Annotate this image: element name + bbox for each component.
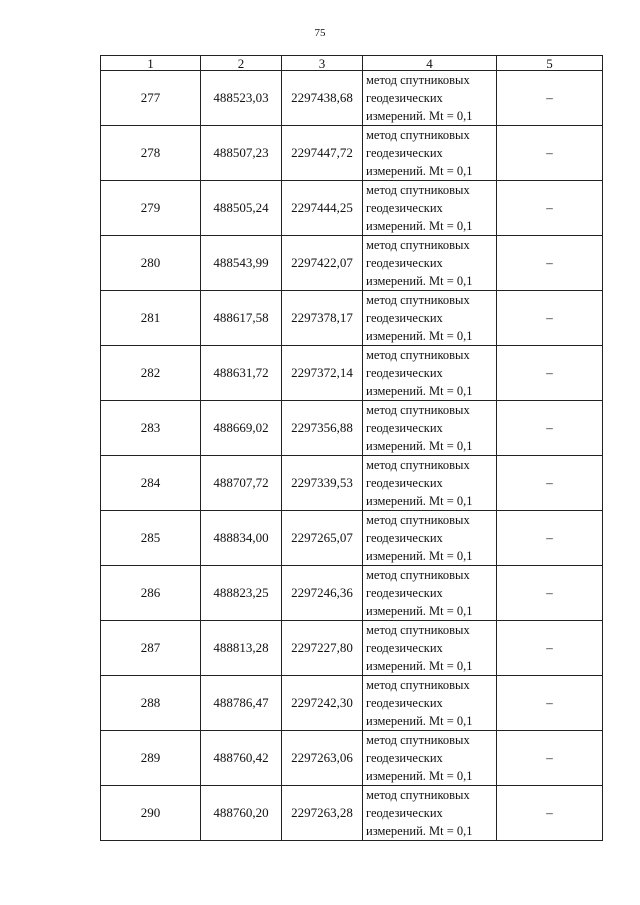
note-cell: – xyxy=(497,456,603,511)
method-description-line: измерений. Mt = 0,1 xyxy=(366,164,473,178)
x-coordinate-cell: 488523,03 xyxy=(201,71,282,126)
y-coordinate-cell: 2297378,17 xyxy=(282,291,363,346)
note-cell: – xyxy=(497,621,603,676)
method-description-cell xyxy=(363,566,497,621)
method-description-cell xyxy=(363,621,497,676)
x-coordinate-cell: 488617,58 xyxy=(201,291,282,346)
method-description-cell xyxy=(363,71,497,126)
x-coordinate-cell: 488813,28 xyxy=(201,621,282,676)
y-coordinate-cell: 2297246,36 xyxy=(282,566,363,621)
point-number-cell: 287 xyxy=(101,621,201,676)
table-row xyxy=(101,401,603,456)
y-coordinate-cell: 2297372,14 xyxy=(282,346,363,401)
table-row xyxy=(101,676,603,731)
note-cell: – xyxy=(497,511,603,566)
method-description-line: измерений. Mt = 0,1 xyxy=(366,329,473,343)
method-description-line: метод спутниковых xyxy=(366,403,470,417)
point-number-cell: 283 xyxy=(101,401,201,456)
table-row xyxy=(101,346,603,401)
method-description-cell xyxy=(363,401,497,456)
method-description-line: геодезических xyxy=(366,476,443,490)
x-coordinate-cell: 488505,24 xyxy=(201,181,282,236)
x-coordinate-cell: 488631,72 xyxy=(201,346,282,401)
method-description-line: геодезических xyxy=(366,806,443,820)
method-description-line: геодезических xyxy=(366,201,443,215)
method-description-line: метод спутниковых xyxy=(366,73,470,87)
note-cell: – xyxy=(497,126,603,181)
note-cell: – xyxy=(497,731,603,786)
note-cell: – xyxy=(497,236,603,291)
table-row xyxy=(101,181,603,236)
method-description-line: геодезических xyxy=(366,586,443,600)
note-cell: – xyxy=(497,291,603,346)
y-coordinate-cell: 2297422,07 xyxy=(282,236,363,291)
point-number-cell: 286 xyxy=(101,566,201,621)
x-coordinate-cell: 488823,25 xyxy=(201,566,282,621)
method-description-line: геодезических xyxy=(366,531,443,545)
method-description-line: измерений. Mt = 0,1 xyxy=(366,604,473,618)
method-description-line: метод спутниковых xyxy=(366,678,470,692)
table-row xyxy=(101,566,603,621)
x-coordinate-cell: 488760,20 xyxy=(201,786,282,841)
x-coordinate-cell: 488543,99 xyxy=(201,236,282,291)
note-cell: – xyxy=(497,401,603,456)
table-row xyxy=(101,731,603,786)
point-number-cell: 284 xyxy=(101,456,201,511)
method-description-line: измерений. Mt = 0,1 xyxy=(366,109,473,123)
table-row xyxy=(101,126,603,181)
method-description-line: метод спутниковых xyxy=(366,623,470,637)
x-coordinate-cell: 488507,23 xyxy=(201,126,282,181)
table-row xyxy=(101,786,603,841)
point-number-cell: 281 xyxy=(101,291,201,346)
y-coordinate-cell: 2297242,30 xyxy=(282,676,363,731)
method-description-line: метод спутниковых xyxy=(366,788,470,802)
method-description-line: измерений. Mt = 0,1 xyxy=(366,384,473,398)
header-col-5: 5 xyxy=(497,56,603,71)
point-number-cell: 288 xyxy=(101,676,201,731)
method-description-cell xyxy=(363,456,497,511)
header-col-2: 2 xyxy=(201,56,282,71)
method-description-cell xyxy=(363,126,497,181)
method-description-line: измерений. Mt = 0,1 xyxy=(366,824,473,838)
method-description-line: измерений. Mt = 0,1 xyxy=(366,659,473,673)
method-description-line: измерений. Mt = 0,1 xyxy=(366,439,473,453)
method-description-line: метод спутниковых xyxy=(366,293,470,307)
point-number-cell: 285 xyxy=(101,511,201,566)
point-number-cell: 289 xyxy=(101,731,201,786)
header-row xyxy=(101,56,603,71)
x-coordinate-cell: 488760,42 xyxy=(201,731,282,786)
method-description-line: метод спутниковых xyxy=(366,238,470,252)
method-description-line: геодезических xyxy=(366,366,443,380)
y-coordinate-cell: 2297227,80 xyxy=(282,621,363,676)
method-description-line: измерений. Mt = 0,1 xyxy=(366,714,473,728)
method-description-line: геодезических xyxy=(366,311,443,325)
table-body xyxy=(101,71,603,841)
method-description-line: измерений. Mt = 0,1 xyxy=(366,219,473,233)
method-description-line: метод спутниковых xyxy=(366,128,470,142)
method-description-line: измерений. Mt = 0,1 xyxy=(366,769,473,783)
method-description-line: геодезических xyxy=(366,641,443,655)
point-number-cell: 290 xyxy=(101,786,201,841)
table-header xyxy=(101,56,603,71)
method-description-line: метод спутниковых xyxy=(366,513,470,527)
method-description-line: геодезических xyxy=(366,256,443,270)
method-description-cell xyxy=(363,291,497,346)
x-coordinate-cell: 488834,00 xyxy=(201,511,282,566)
note-cell: – xyxy=(497,71,603,126)
method-description-cell xyxy=(363,346,497,401)
header-col-3: 3 xyxy=(282,56,363,71)
method-description-cell xyxy=(363,731,497,786)
table-row xyxy=(101,71,603,126)
note-cell: – xyxy=(497,676,603,731)
method-description-line: геодезических xyxy=(366,751,443,765)
y-coordinate-cell: 2297447,72 xyxy=(282,126,363,181)
table-row xyxy=(101,621,603,676)
y-coordinate-cell: 2297438,68 xyxy=(282,71,363,126)
method-description-cell xyxy=(363,511,497,566)
point-number-cell: 277 xyxy=(101,71,201,126)
method-description-cell xyxy=(363,181,497,236)
y-coordinate-cell: 2297263,06 xyxy=(282,731,363,786)
method-description-line: геодезических xyxy=(366,421,443,435)
method-description-line: измерений. Mt = 0,1 xyxy=(366,549,473,563)
method-description-line: метод спутниковых xyxy=(366,348,470,362)
method-description-cell xyxy=(363,676,497,731)
header-col-1: 1 xyxy=(101,56,201,71)
x-coordinate-cell: 488786,47 xyxy=(201,676,282,731)
method-description-line: геодезических xyxy=(366,91,443,105)
point-number-cell: 279 xyxy=(101,181,201,236)
method-description-line: метод спутниковых xyxy=(366,733,470,747)
method-description-cell xyxy=(363,236,497,291)
note-cell: – xyxy=(497,786,603,841)
table-row xyxy=(101,236,603,291)
y-coordinate-cell: 2297265,07 xyxy=(282,511,363,566)
point-number-cell: 280 xyxy=(101,236,201,291)
note-cell: – xyxy=(497,181,603,236)
header-col-4: 4 xyxy=(363,56,497,71)
table-row xyxy=(101,291,603,346)
coordinates-table xyxy=(100,55,603,841)
y-coordinate-cell: 2297339,53 xyxy=(282,456,363,511)
method-description-line: измерений. Mt = 0,1 xyxy=(366,274,473,288)
note-cell: – xyxy=(497,346,603,401)
y-coordinate-cell: 2297356,88 xyxy=(282,401,363,456)
y-coordinate-cell: 2297263,28 xyxy=(282,786,363,841)
method-description-line: геодезических xyxy=(366,146,443,160)
x-coordinate-cell: 488707,72 xyxy=(201,456,282,511)
method-description-line: метод спутниковых xyxy=(366,458,470,472)
method-description-cell xyxy=(363,786,497,841)
page-number: 75 xyxy=(314,27,326,39)
note-cell: – xyxy=(497,566,603,621)
x-coordinate-cell: 488669,02 xyxy=(201,401,282,456)
y-coordinate-cell: 2297444,25 xyxy=(282,181,363,236)
table-row xyxy=(101,511,603,566)
method-description-line: геодезических xyxy=(366,696,443,710)
method-description-line: измерений. Mt = 0,1 xyxy=(366,494,473,508)
method-description-line: метод спутниковых xyxy=(366,568,470,582)
point-number-cell: 282 xyxy=(101,346,201,401)
table-row xyxy=(101,456,603,511)
point-number-cell: 278 xyxy=(101,126,201,181)
method-description-line: метод спутниковых xyxy=(366,183,470,197)
